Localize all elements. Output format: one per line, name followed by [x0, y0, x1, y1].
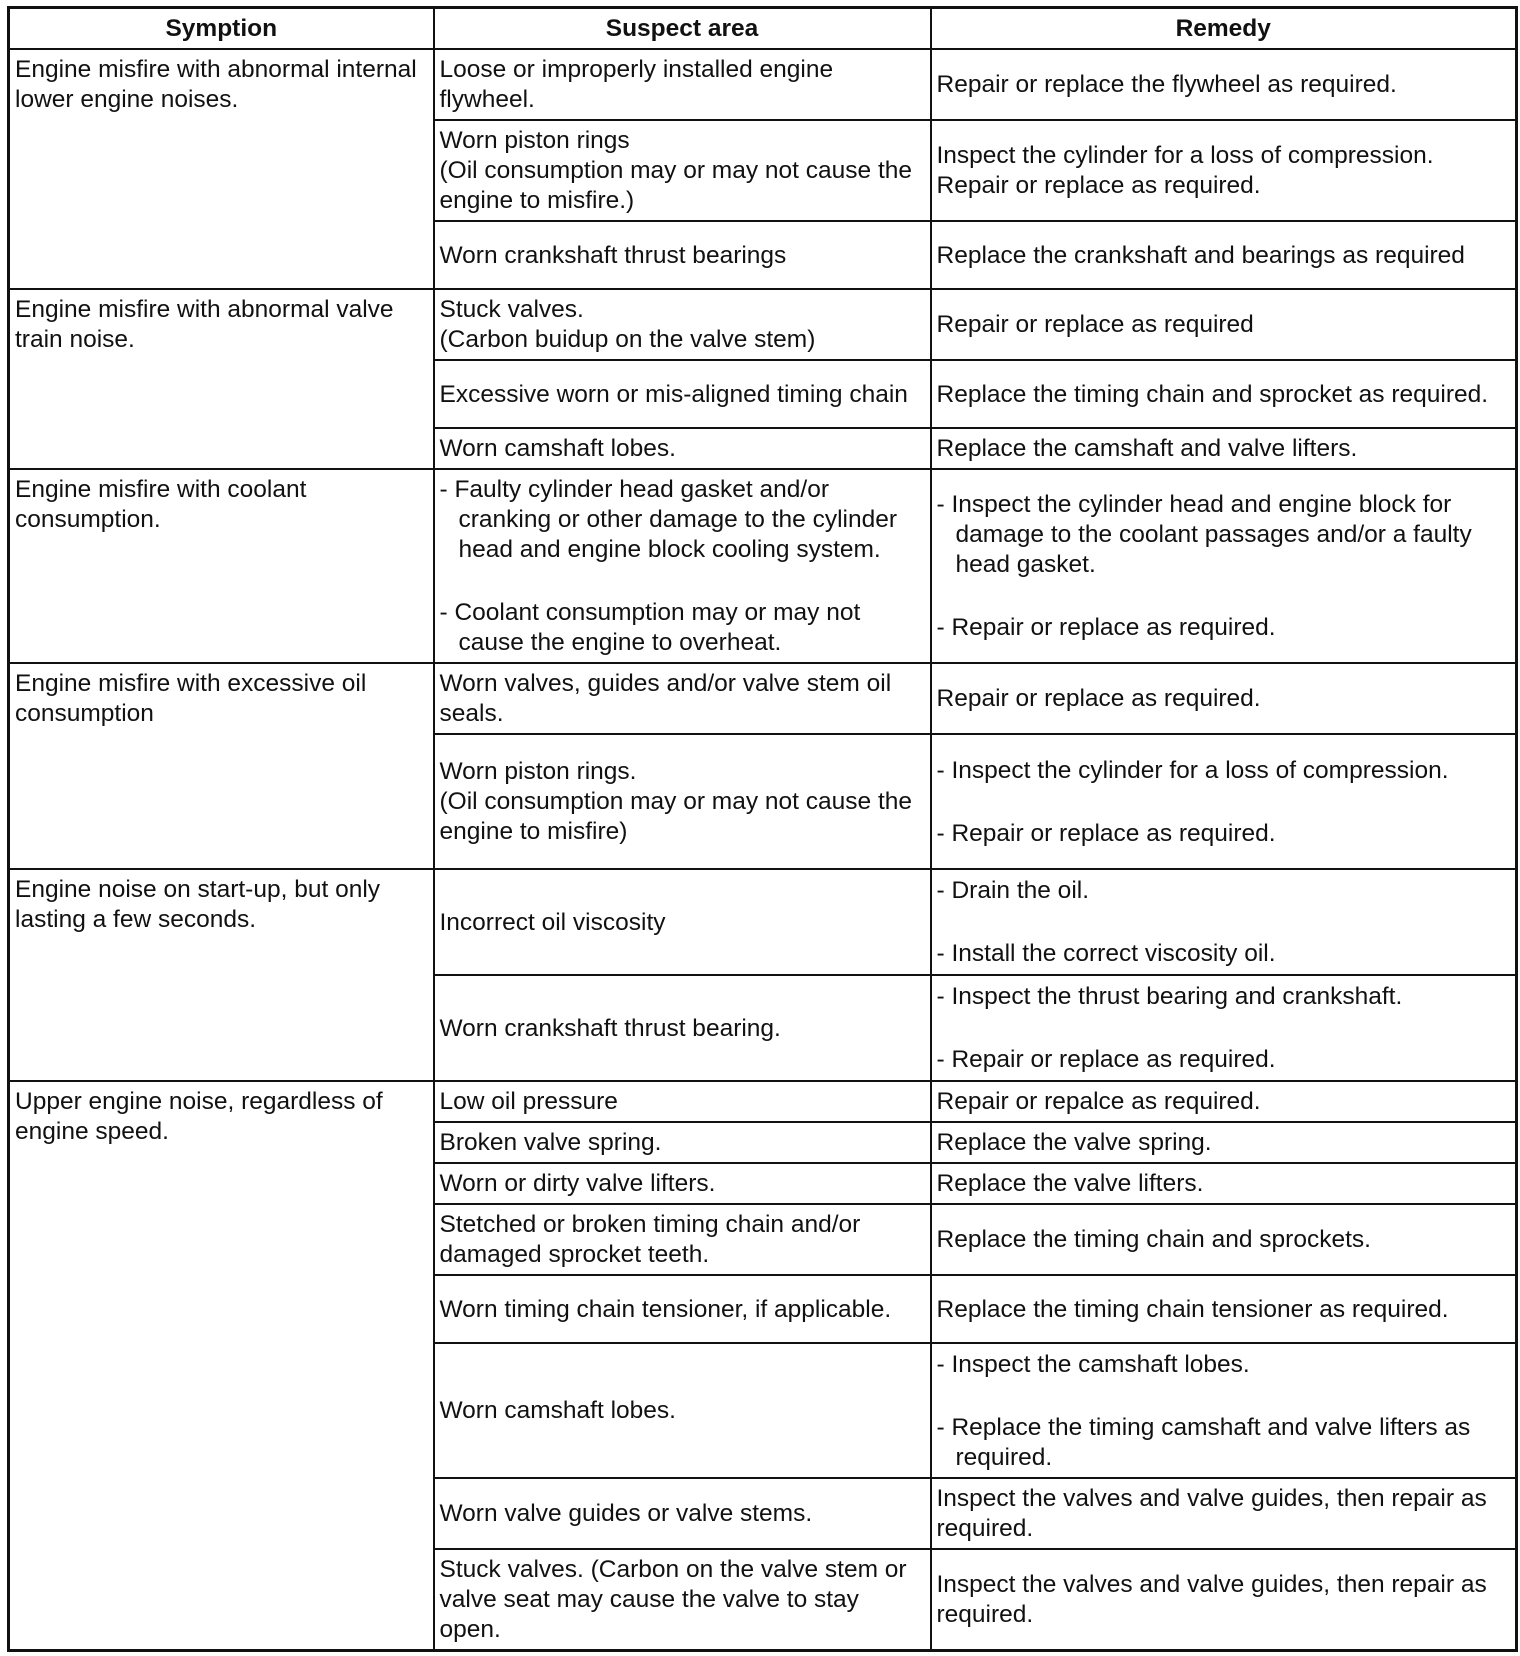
- suspect-text: Worn camshaft lobes.: [439, 1397, 676, 1424]
- symptom-text: Engine misfire with abnormal valve train noise.: [15, 296, 394, 353]
- table-row: [9, 289, 1517, 360]
- suspect-cell: [434, 221, 931, 289]
- remedy-cell: [931, 289, 1517, 360]
- table-row: [9, 869, 1517, 975]
- remedy-cell: [931, 1163, 1517, 1204]
- suspect-cell: [434, 360, 931, 428]
- symptom-cell: [9, 1081, 434, 1651]
- suspect-text: Excessive worn or mis-aligned timing chain: [439, 380, 908, 408]
- remedy-cell: [931, 869, 1517, 975]
- remedy-cell: [931, 1478, 1517, 1549]
- header-remedy: Remedy: [931, 8, 1517, 50]
- remedy-cell: [931, 975, 1517, 1081]
- suspect-text: Worn piston rings. (Oil consumption may or may not cause the engine to misfire): [439, 758, 913, 845]
- remedy-text: Replace the valve spring.: [936, 1129, 1212, 1156]
- suspect-cell: [434, 1275, 931, 1343]
- remedy-cell: [931, 734, 1517, 869]
- table-row: [9, 469, 1517, 663]
- header-symption: Symption: [9, 8, 434, 50]
- suspect-text: Worn camshaft lobes.: [439, 435, 676, 462]
- suspect-text: Stuck valves. (Carbon buidup on the valve stem): [439, 296, 816, 353]
- suspect-cell: [434, 289, 931, 360]
- remedy-cell: [931, 1204, 1517, 1275]
- remedy-text: Inspect the valves and valve guides, then repair as required.: [936, 1571, 1487, 1628]
- suspect-cell: [434, 469, 931, 663]
- remedy-cell: [931, 1343, 1517, 1478]
- symptom-text: Engine noise on start-up, but only lasting a few seconds.: [15, 876, 381, 933]
- remedy-bullet: - Drain the oil.: [937, 876, 1511, 906]
- suspect-cell: [434, 1478, 931, 1549]
- symptom-text: Engine misfire with abnormal internal lower engine noises.: [15, 56, 417, 113]
- remedy-text: Replace the camshaft and valve lifters.: [936, 435, 1358, 462]
- remedy-text: Repair or repalce as required.: [936, 1088, 1261, 1115]
- remedy-bullet: - Inspect the camshaft lobes.: [937, 1350, 1511, 1380]
- suspect-text: Incorrect oil viscosity: [439, 908, 666, 936]
- suspect-cell: [434, 1204, 931, 1275]
- remedy-bullet: - Replace the timing camshaft and valve lifters as required.: [937, 1413, 1511, 1473]
- remedy-cell: [931, 49, 1517, 120]
- remedy-text: Repair or replace as required: [936, 311, 1254, 338]
- suspect-text: Worn piston rings (Oil consumption may or may not cause the engine to misfire.): [439, 127, 913, 214]
- suspect-cell: [434, 1343, 931, 1478]
- suspect-text: Worn crankshaft thrust bearing.: [439, 1014, 781, 1042]
- remedy-cell: [931, 1081, 1517, 1122]
- remedy-cell: [931, 1275, 1517, 1343]
- remedy-bullet: - Inspect the cylinder head and engine block for damage to the coolant passages and/or a faulty head gasket.: [937, 490, 1511, 580]
- suspect-cell: [434, 428, 931, 469]
- suspect-text: Low oil pressure: [439, 1088, 618, 1115]
- remedy-bullet: - Install the correct viscosity oil.: [937, 939, 1511, 969]
- symptom-cell: [9, 869, 434, 1081]
- table-row: [9, 663, 1517, 734]
- table-row: [9, 1081, 1517, 1122]
- symptom-text: Engine misfire with excessive oil consumption: [15, 670, 367, 727]
- symptom-cell: [9, 49, 434, 289]
- remedy-text: Repair or replace the flywheel as required.: [936, 71, 1397, 98]
- header-row: [9, 8, 1517, 50]
- remedy-bullet: - Repair or replace as required.: [937, 613, 1511, 643]
- suspect-cell: [434, 1122, 931, 1163]
- suspect-text: Stetched or broken timing chain and/or damaged sprocket teeth.: [439, 1211, 861, 1268]
- suspect-text: Worn timing chain tensioner, if applicable.: [439, 1295, 892, 1323]
- remedy-text: Replace the timing chain and sprockets.: [936, 1226, 1371, 1253]
- symptom-text: Upper engine noise, regardless of engine speed.: [15, 1088, 383, 1145]
- remedy-cell: [931, 1549, 1517, 1651]
- suspect-cell: [434, 1163, 931, 1204]
- suspect-cell: [434, 1081, 931, 1122]
- header-suspect-area: Suspect area: [434, 8, 931, 50]
- remedy-text: Inspect the valves and valve guides, then repair as required.: [936, 1485, 1487, 1542]
- remedy-text: Replace the crankshaft and bearings as required: [936, 241, 1465, 269]
- remedy-text: Replace the timing chain tensioner as required.: [936, 1295, 1449, 1323]
- remedy-cell: [931, 469, 1517, 663]
- remedy-cell: [931, 663, 1517, 734]
- suspect-text: Stuck valves. (Carbon on the valve stem or valve seat may cause the valve to stay open.: [439, 1556, 907, 1643]
- suspect-cell: [434, 49, 931, 120]
- symptom-text: Engine misfire with coolant consumption.: [15, 476, 307, 533]
- suspect-cell: [434, 1549, 931, 1651]
- suspect-cell: [434, 663, 931, 734]
- suspect-cell: [434, 975, 931, 1081]
- suspect-bullet: - Coolant consumption may or may not cause the engine to overheat.: [440, 598, 925, 658]
- symptom-cell: [9, 289, 434, 469]
- suspect-text: Worn valves, guides and/or valve stem oil seals.: [439, 670, 892, 727]
- suspect-text: Worn or dirty valve lifters.: [439, 1170, 716, 1197]
- remedy-cell: [931, 428, 1517, 469]
- suspect-bullet: - Faulty cylinder head gasket and/or cranking or other damage to the cylinder head and engine block cooling system.: [440, 475, 925, 565]
- remedy-bullet: - Inspect the thrust bearing and crankshaft.: [937, 982, 1511, 1012]
- suspect-text: Broken valve spring.: [439, 1129, 662, 1156]
- symptom-cell: [9, 663, 434, 869]
- suspect-cell: [434, 869, 931, 975]
- remedy-bullet: - Repair or replace as required.: [937, 819, 1511, 849]
- remedy-text: Replace the valve lifters.: [936, 1170, 1204, 1197]
- remedy-cell: [931, 120, 1517, 221]
- suspect-text: Worn valve guides or valve stems.: [439, 1500, 813, 1527]
- suspect-cell: [434, 734, 931, 869]
- remedy-text: Repair or replace as required.: [936, 685, 1261, 712]
- remedy-bullet: - Inspect the cylinder for a loss of compression.: [937, 756, 1511, 786]
- suspect-cell: [434, 120, 931, 221]
- remedy-text: Replace the timing chain and sprocket as required.: [936, 380, 1489, 408]
- suspect-text: Worn crankshaft thrust bearings: [439, 241, 787, 269]
- troubleshooting-table: [7, 6, 1518, 1652]
- suspect-text: Loose or improperly installed engine flywheel.: [439, 56, 834, 113]
- remedy-cell: [931, 360, 1517, 428]
- remedy-bullet: - Repair or replace as required.: [937, 1045, 1511, 1075]
- remedy-text: Inspect the cylinder for a loss of compression. Repair or replace as required.: [936, 142, 1434, 199]
- remedy-cell: [931, 221, 1517, 289]
- symptom-cell: [9, 469, 434, 663]
- table-row: [9, 49, 1517, 120]
- remedy-cell: [931, 1122, 1517, 1163]
